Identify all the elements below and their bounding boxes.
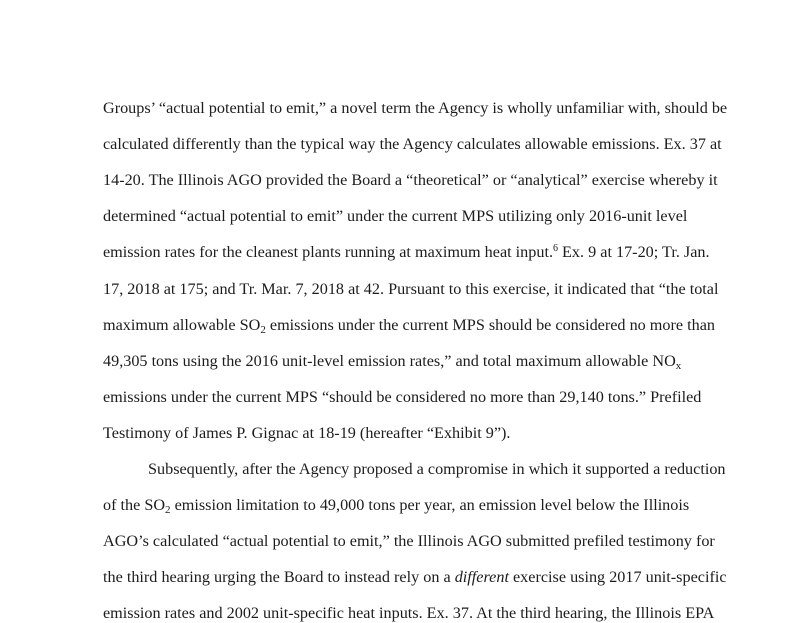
subscript-2: 2 bbox=[165, 504, 171, 516]
text-line-12 bbox=[103, 495, 689, 515]
text-line-2: calculated differently than the typical way the Agency calculates allowable emissions. Ex. 37 at bbox=[103, 135, 722, 153]
footnote-marker: 6 bbox=[553, 243, 558, 254]
text-line-14-a: the third hearing urging the Board to instead rely on a bbox=[103, 568, 455, 586]
text-line-5-a: emission rates for the cleanest plants running at maximum heat input. bbox=[103, 243, 553, 261]
text-line-7-b: emissions under the current MPS should be considered no more than bbox=[265, 316, 715, 334]
text-line-5-b: Ex. 9 at 17-20; Tr. Jan. bbox=[558, 243, 710, 261]
subscript-2: 2 bbox=[260, 324, 266, 336]
text-line-8-a: 49,305 tons using the 2016 unit-level emission rates,” and total maximum allowable NO bbox=[103, 352, 676, 370]
text-line-4: determined “actual potential to emit” under the current MPS utilizing only 2016-unit level bbox=[103, 207, 688, 225]
text-line-10: Testimony of James P. Gignac at 18-19 (hereafter “Exhibit 9”). bbox=[103, 424, 511, 442]
text-line-12-a: of the SO bbox=[103, 496, 166, 514]
text-line-7 bbox=[103, 315, 715, 335]
subscript-x: x bbox=[675, 360, 682, 372]
text-line-1: Groups’ “actual potential to emit,” a novel term the Agency is wholly unfamiliar with, should be bbox=[103, 99, 728, 117]
text-line-8 bbox=[103, 351, 681, 371]
text-line-13: AGO’s calculated “actual potential to emit,” the Illinois AGO submitted prefiled testimony for bbox=[103, 532, 715, 550]
text-line-15: emission rates and 2002 unit-specific heat inputs. Ex. 37. At the third hearing, the Illinois EPA bbox=[103, 604, 715, 622]
text-line-7-a: maximum allowable SO bbox=[103, 316, 261, 334]
text-line-9: emissions under the current MPS “should be considered no more than 29,140 tons.” Prefiled bbox=[103, 388, 702, 406]
text-line-3: 14-20. The Illinois AGO provided the Board a “theoretical” or “analytical” exercise whereby it bbox=[103, 171, 718, 189]
text-line-6: 17, 2018 at 175; and Tr. Mar. 7, 2018 at 42. Pursuant to this exercise, it indicated that “the total bbox=[103, 280, 719, 298]
text-line-5 bbox=[103, 242, 710, 262]
text-line-11: Subsequently, after the Agency proposed a compromise in which it supported a reduction bbox=[148, 460, 726, 478]
text-line-14-b: exercise using 2017 unit-specific bbox=[508, 568, 727, 586]
text-line-14 bbox=[103, 567, 727, 587]
text-line-12-b: emission limitation to 49,000 tons per year, an emission level below the Illinois bbox=[170, 496, 690, 514]
emphasis-different: different bbox=[454, 568, 509, 586]
